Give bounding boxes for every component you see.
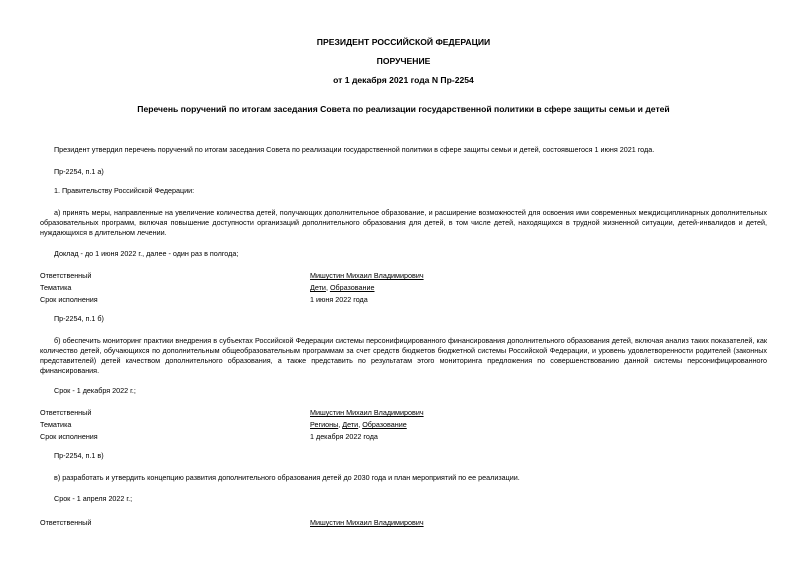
meta-row-responsible: Ответственный Мишустин Михаил Владимирович [40,408,424,417]
meta-row-topic: Тематика Регионы, Дети, Образование [40,420,407,429]
meta-table-2 [40,407,767,443]
report-1-paragraph: Доклад - до 1 июня 2022 г., далее - один раз в полгода; [54,249,239,258]
deadline-3-paragraph: Срок - 1 апреля 2022 г.; [54,494,133,503]
document-type: ПОРУЧЕНИЕ [376,56,431,66]
item-1v-paragraph: в) разработать и утвердить концепцию развития дополнительного образования детей до 2030 года и план мероприятий по ее реализации. [54,473,520,482]
responsible-link[interactable]: Мишустин Михаил Владимирович [310,271,424,280]
item-1b-paragraph: б) обеспечить мониторинг практики внедрения в субъектах Российской Федерации системы персонифицированного финансирования дополнительного образования детей, включая анализ таких показателей, как количество детей, обучающихся по дополнительным общеобразовательным программам за счет средств бюджетов бюджетной системы Российской Федерации, и уровень удовлетворенности родителей (законных представителей) детей качеством дополнительного образования, а также представить по результатам этого мониторинга предложения по совершенствованию данной системы персонифицированного финансирования. [40,336,767,375]
meta-row-responsible: Ответственный Мишустин Михаил Владимирович [40,271,424,280]
item-1a-paragraph: а) принять меры, направленные на увеличение количества детей, получающих дополнительное образование, и расширение возможностей для освоения ими современных междисциплинарных дополнительных образовательных программ, включая повышение доступности организаций дополнительного образования для детей, в том числе детей, находящихся в трудной жизненной ситуации, детей-инвалидов и детей, нуждающихся в длительном лечении. [40,208,767,237]
intro-paragraph: Президент утвердил перечень поручений по итогам заседания Совета по реализации государственной политики в сфере защиты семьи и детей, состоявшегося 1 июня 2021 года. [54,145,655,154]
topic-link-children[interactable]: Дети [310,283,326,292]
topic-link-regions[interactable]: Регионы [310,420,339,429]
meta-table-1 [40,270,767,306]
topic-link-education[interactable]: Образование [329,283,375,292]
meta-table-3 [40,517,767,529]
topic-link-education[interactable]: Образование [362,420,407,429]
meta-row-deadline: Срок исполнения 1 июня 2022 года [40,295,368,304]
meta-row-deadline: Срок исполнения 1 декабря 2022 года [40,432,378,441]
document-title: Перечень поручений по итогам заседания Совета по реализации государственной политики в сфере защиты семьи и детей [137,104,670,114]
document-authority: ПРЕЗИДЕНТ РОССИЙСКОЙ ФЕДЕРАЦИИ [316,37,491,47]
topic-link-children[interactable]: Дети [342,420,359,429]
reference-1a: Пр-2254, п.1 а) [54,167,104,176]
responsible-link[interactable]: Мишустин Михаил Владимирович [310,408,424,417]
responsible-link[interactable]: Мишустин Михаил Владимирович [310,518,424,527]
meta-row-responsible: Ответственный Мишустин Михаил Владимирович [40,518,424,527]
item-1-heading: 1. Правительству Российской Федерации: [54,186,195,195]
reference-1b: Пр-2254, п.1 б) [54,314,104,323]
document-date-number: от 1 декабря 2021 года N Пр-2254 [333,75,474,85]
deadline-2-paragraph: Срок - 1 декабря 2022 г.; [54,386,136,395]
meta-row-topic: Тематика Дети, Образование [40,283,375,292]
reference-1v: Пр-2254, п.1 в) [54,451,104,460]
